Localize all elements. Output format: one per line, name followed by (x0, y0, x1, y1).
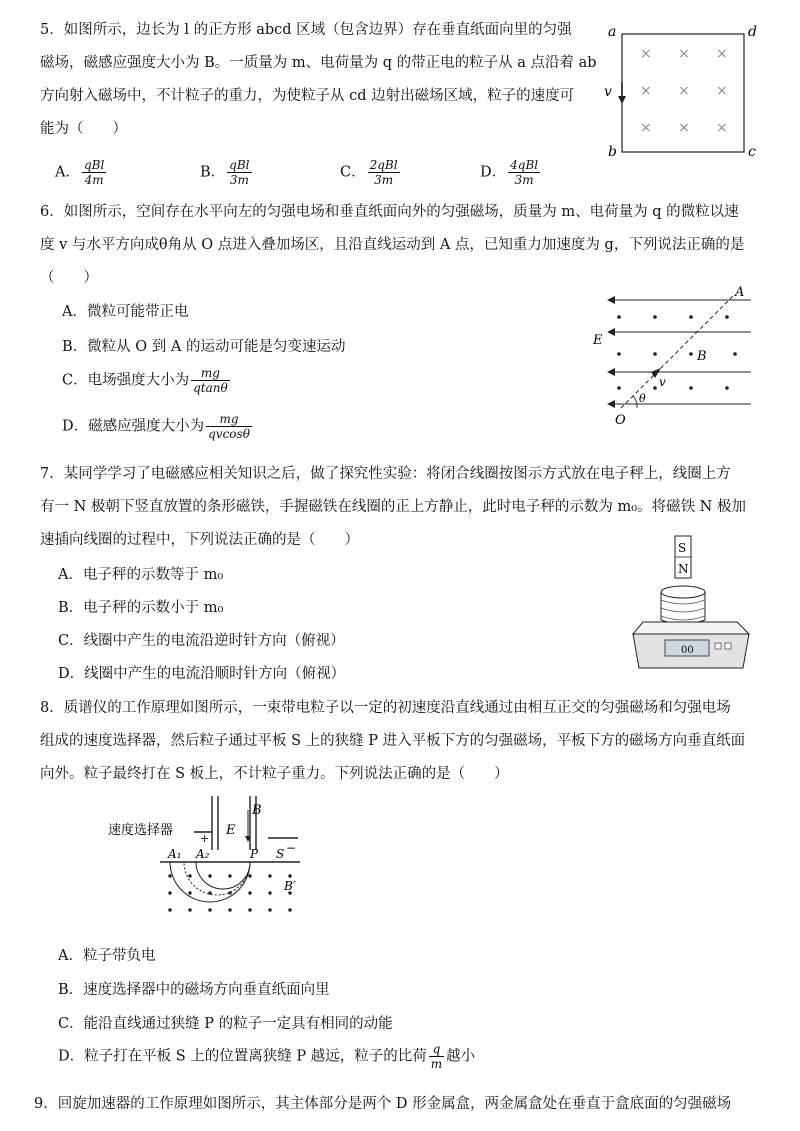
svg-text:×: × (716, 46, 728, 62)
q7-option-b[interactable]: B．电子秤的示数小于 m₀ (58, 600, 224, 616)
q8-stem-line-2: 组成的速度选择器，然后粒子通过平板 S 上的狭缝 P 进入平板下方的匀强磁场，平板下方的磁场方向垂直纸面 (40, 733, 746, 749)
q7-stem-line-3: 速插向线圈的过程中，下列说法正确的是（ ） (40, 532, 359, 548)
q6-trajectory-dashed-line (621, 294, 735, 408)
q7-option-a[interactable]: A．电子秤的示数等于 m₀ (58, 567, 224, 583)
svg-text:×: × (678, 120, 690, 136)
q7-scale-body (633, 622, 749, 668)
q8-magnetic-field-dots (168, 874, 291, 911)
q6-label-v: v (659, 375, 666, 389)
q8-label-p: P (250, 847, 259, 861)
svg-text:×: × (678, 83, 690, 99)
q7-option-c[interactable]: C．线圈中产生的电流沿逆时针方向（俯视） (58, 633, 345, 649)
svg-text:×: × (640, 83, 652, 99)
q5-stem-line-2: 磁场，磁感应强度大小为 B。一质量为 m、电荷量为 q 的带正电的粒子从 a 点沿着 ab (40, 55, 597, 71)
q5-stem-line-3: 方向射入磁场中，不计粒子的重力，为使粒子从 cd 边射出磁场区域，粒子的速度可 (40, 88, 575, 104)
q5-label-b: b (608, 144, 617, 160)
q8-label-e: E (226, 823, 236, 838)
q6-option-d[interactable]: D．磁感应强度大小为 $\frac{mg}{qvcos\theta}$ (62, 412, 250, 441)
q8-label-b: B (252, 803, 262, 818)
q5-option-c-fraction: $\frac{\text{2qBl}}{3m}$ (369, 158, 398, 187)
q8-option-c[interactable]: C．能沿直线通过狭缝 P 的粒子一定具有相同的动能 (58, 1016, 393, 1032)
q6-field-arrowheads (607, 296, 615, 408)
q8-stem-line-1: 8．质谱仪的工作原理如图所示，一束带电粒子以一定的初速度沿直线通过由相互正交的匀强磁场和匀强电场 (40, 700, 731, 716)
q5-field-marks (640, 46, 728, 136)
q5-square-field-figure (600, 20, 770, 165)
q5-option-b[interactable]: B． $\frac{\text{qBl}}{3m}$ (200, 158, 250, 187)
q5-stem-line-1: 5．如图所示，边长为 l 的正方形 abcd 区域（包含边界）存在垂直纸面向里的匀强 (40, 22, 572, 38)
q6-label-theta: θ (639, 392, 646, 405)
q5-option-d[interactable]: D． $\frac{\text{4qBl}}{3m}$ (480, 158, 539, 187)
q7-coil (661, 586, 705, 624)
q6-stem-line-2: 度 v 与水平方向成θ角从 O 点进入叠加场区，且沿直线运动到 A 点，已知重力加速度为 g，下列说法正确的是 (40, 237, 745, 253)
q7-stem-line-2: 有一 N 极朝下竖直放置的条形磁铁，手握磁铁在线圈的正上方静止，此时电子秤的示数为 m₀。将磁铁 N 极加 (40, 499, 746, 515)
q6-option-d-fraction: $\frac{mg}{qvcos\theta}$ (208, 412, 250, 441)
q6-option-b[interactable]: B．微粒从 O 到 A 的运动可能是匀变速运动 (62, 339, 346, 355)
q5-label-d: d (748, 24, 757, 40)
q8-label-plus: + (200, 832, 210, 845)
q8-label-a2: A₂ (196, 847, 210, 861)
q8-mass-spectrometer-figure (100, 790, 320, 930)
q6-option-c[interactable]: C．电场强度大小为 $\frac{mg}{qtan\theta}$ (62, 366, 228, 395)
q5-option-c[interactable]: C． $\frac{\text{2qBl}}{3m}$ (340, 158, 398, 187)
svg-text:×: × (716, 120, 728, 136)
q6-option-c-fraction: $\frac{mg}{qtan\theta}$ (193, 366, 228, 395)
q7-stem-line-1: 7．某同学学习了电磁感应相关知识之后，做了探究性实验：将闭合线圈按图示方式放在电子秤上，线圈上方 (40, 466, 731, 482)
q7-scale-readout: 00 (681, 645, 694, 656)
q6-label-a: A (735, 285, 745, 300)
q7-option-d[interactable]: D．线圈中产生的电流沿顺时针方向（俯视） (58, 666, 346, 682)
q5-label-a: a (608, 24, 617, 40)
q5-velocity-arrowhead (618, 96, 626, 104)
q6-label-e: E (593, 333, 603, 348)
q6-electric-field-lines (611, 300, 751, 404)
q6-angle-arc (633, 396, 637, 408)
q8-option-a[interactable]: A．粒子带负电 (58, 948, 156, 964)
q8-label-minus: − (286, 841, 297, 855)
q8-label-a1: A₁ (168, 847, 182, 861)
svg-text:×: × (716, 83, 728, 99)
q8-stem-line-3: 向外。粒子最终打在 S 板上，不计粒子重力。下列说法正确的是（ ） (40, 766, 509, 782)
q5-label-c: c (748, 144, 756, 160)
q8-option-d-fraction: $\frac{q}{m}$ (430, 1042, 443, 1071)
q8-particle-trajectories (170, 862, 250, 902)
q8-option-d[interactable]: D．粒子打在平板 S 上的位置离狭缝 P 越远，粒子的比荷 $\frac{q}{m}$ 越小 (58, 1042, 476, 1071)
q7-magnet-s-pole: S (678, 541, 687, 555)
q9-stem-line-1: 9．回旋加速器的工作原理如图所示，其主体部分是两个 D 形金属盒，两金属盒处在垂直于盒底面的匀强磁场 (34, 1096, 732, 1112)
q6-label-o: O (615, 413, 626, 428)
q6-stem-line-3: （ ） (40, 270, 98, 286)
q5-option-b-fraction: $\frac{\text{qBl}}{3m}$ (229, 158, 250, 187)
q5-label-v: v (604, 84, 612, 100)
q5-option-a-fraction: $\frac{\text{qBl}}{4m}$ (83, 158, 105, 187)
q6-stem-line-1: 6．如图所示，空间存在水平向左的匀强电场和垂直纸面向外的匀强磁场，质量为 m、电荷量为 q 的微粒以速 (40, 204, 739, 220)
q6-label-b: B (697, 349, 707, 364)
q8-label-velocity-selector: 速度选择器 (108, 823, 174, 838)
q5-stem-line-4: 能为（ ） (40, 121, 127, 137)
q8-selector-plates (194, 796, 298, 850)
q8-option-b[interactable]: B．速度选择器中的磁场方向垂直纸面向里 (58, 982, 330, 998)
svg-text:×: × (640, 46, 652, 62)
svg-text:×: × (640, 120, 652, 136)
q8-label-b-prime: B′ (284, 879, 296, 893)
q5-option-a[interactable]: A． $\frac{\text{qBl}}{4m}$ (55, 158, 105, 187)
q6-option-a[interactable]: A．微粒可能带正电 (62, 304, 189, 320)
q6-combined-field-figure (585, 282, 775, 430)
svg-text:×: × (678, 46, 690, 62)
q5-option-d-fraction: $\frac{\text{4qBl}}{3m}$ (510, 158, 539, 187)
q8-label-s: S (276, 847, 285, 861)
q7-magnet-n-pole: N (678, 562, 689, 576)
q7-electronic-scale-figure (625, 530, 755, 680)
